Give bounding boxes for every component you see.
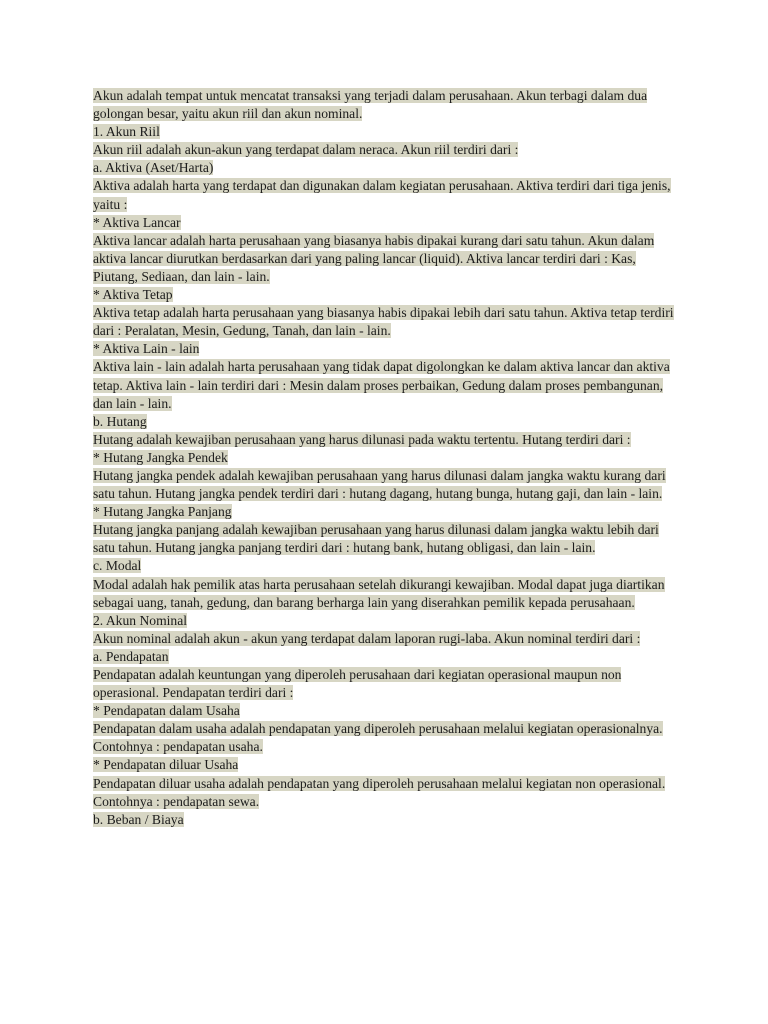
text-line: * Pendapatan dalam Usaha bbox=[93, 703, 240, 719]
text-line: a. Aktiva (Aset/Harta) bbox=[93, 160, 214, 176]
paragraph-hutang bbox=[93, 431, 683, 449]
text-line: Hutang jangka panjang adalah kewajiban perusahaan yang harus dilunasi dalam jangka waktu lebih dari satu tahun. Hutang jangka panjang terdiri dari : hutang bank, hutang obligasi, dan lain - lain. bbox=[93, 522, 659, 556]
heading-akun-riil bbox=[93, 123, 683, 141]
heading-pendapatan bbox=[93, 648, 683, 666]
text-line: Aktiva lain - lain adalah harta perusahaan yang tidak dapat digolongkan ke dalam aktiva lancar dan aktiva tetap. Aktiva lain - lain terdiri dari : Mesin dalam proses perbaikan, Gedung dalam proses pembangunan, dan lain - lain. bbox=[93, 359, 670, 411]
paragraph-pendapatan bbox=[93, 666, 683, 702]
paragraph-aktiva-lain bbox=[93, 358, 683, 412]
paragraph-pendapatan-diluar-usaha bbox=[93, 775, 683, 811]
text-line: Hutang jangka pendek adalah kewajiban perusahaan yang harus dilunasi dalam jangka waktu kurang dari satu tahun. Hutang jangka pendek terdiri dari : hutang dagang, hutang bunga, hutang gaji, dan lain - lain. bbox=[93, 467, 666, 502]
paragraph-aktiva bbox=[93, 177, 683, 213]
text-line: a. Pendapatan bbox=[93, 648, 169, 664]
heading-hutang-pendek bbox=[93, 449, 683, 467]
text-line: Aktiva tetap adalah harta perusahaan yang biasanya habis dipakai lebih dari satu tahun. Aktiva tetap terdiri dari : Peralatan, Mesin, Gedung, Tanah, dan lain - lain. bbox=[93, 305, 674, 339]
text-line: 1. Akun Riil bbox=[93, 124, 160, 140]
text-line: * Pendapatan diluar Usaha bbox=[93, 757, 239, 773]
text-line: Pendapatan dalam usaha adalah pendapatan yang diperoleh perusahaan melalui kegiatan operasionalnya. Contohnya : pendapatan usaha. bbox=[93, 721, 663, 755]
heading-akun-nominal bbox=[93, 612, 683, 630]
paragraph-hutang-pendek bbox=[93, 467, 683, 503]
document-page bbox=[93, 87, 683, 829]
text-line: Hutang adalah kewajiban perusahaan yang harus dilunasi pada waktu tertentu. Hutang terdiri dari : bbox=[93, 431, 631, 447]
heading-modal bbox=[93, 557, 683, 575]
text-line: * Aktiva Tetap bbox=[93, 287, 173, 303]
paragraph-akun-riil bbox=[93, 141, 683, 159]
paragraph-aktiva-tetap bbox=[93, 304, 683, 340]
paragraph-modal bbox=[93, 576, 683, 612]
paragraph-intro bbox=[93, 87, 683, 123]
text-line: b. Hutang bbox=[93, 413, 147, 429]
text-line: * Aktiva Lancar bbox=[93, 214, 181, 230]
heading-beban bbox=[93, 811, 683, 829]
paragraph-pendapatan-dalam-usaha bbox=[93, 720, 683, 756]
text-line: * Hutang Jangka Pendek bbox=[93, 449, 228, 465]
text-line: Akun nominal adalah akun - akun yang terdapat dalam laporan rugi-laba. Akun nominal terdiri dari : bbox=[93, 630, 641, 646]
heading-pendapatan-dalam-usaha bbox=[93, 702, 683, 720]
text-line: * Hutang Jangka Panjang bbox=[93, 504, 232, 520]
paragraph-akun-nominal bbox=[93, 630, 683, 648]
paragraph-hutang-panjang bbox=[93, 521, 683, 557]
heading-aktiva bbox=[93, 159, 683, 177]
heading-hutang bbox=[93, 413, 683, 431]
text-line: Modal adalah hak pemilik atas harta perusahaan setelah dikurangi kewajiban. Modal dapat juga diartikan sebagai uang, tanah, gedung, dan barang berharga lain yang diserahkan pemilik kepada perusahaan. bbox=[93, 576, 665, 610]
heading-hutang-panjang bbox=[93, 503, 683, 521]
text-line: Aktiva lancar adalah harta perusahaan yang biasanya habis dipakai kurang dari satu tahun. Akun dalam aktiva lancar diurutkan berdasarkan dari yang paling lancar (liquid). Aktiva lancar terdiri dari : Kas, Piutang, Sediaan, dan lain - lain. bbox=[93, 232, 655, 284]
text-line: Akun riil adalah akun-akun yang terdapat dalam neraca. Akun riil terdiri dari : bbox=[93, 142, 519, 158]
paragraph-aktiva-lancar bbox=[93, 232, 683, 286]
text-line: 2. Akun Nominal bbox=[93, 612, 188, 628]
text-line: Pendapatan adalah keuntungan yang diperoleh perusahaan dari kegiatan operasional maupun non operasional. Pendapatan terdiri dari : bbox=[93, 667, 622, 701]
heading-aktiva-tetap bbox=[93, 286, 683, 304]
heading-pendapatan-diluar-usaha bbox=[93, 756, 683, 774]
text-line: * Aktiva Lain - lain bbox=[93, 341, 200, 357]
text-line: b. Beban / Biaya bbox=[93, 811, 184, 827]
heading-aktiva-lain bbox=[93, 340, 683, 358]
text-line: Akun adalah tempat untuk mencatat transaksi yang terjadi dalam perusahaan. Akun terbagi dalam dua golongan besar, yaitu akun riil dan akun nominal. bbox=[93, 88, 648, 122]
text-line: c. Modal bbox=[93, 558, 142, 574]
text-line: Aktiva adalah harta yang terdapat dan digunakan dalam kegiatan perusahaan. Aktiva terdiri dari tiga jenis, yaitu : bbox=[93, 178, 671, 212]
heading-aktiva-lancar bbox=[93, 214, 683, 232]
text-line: Pendapatan diluar usaha adalah pendapatan yang diperoleh perusahaan melalui kegiatan non operasional. Contohnya : pendapatan sewa. bbox=[93, 775, 666, 809]
